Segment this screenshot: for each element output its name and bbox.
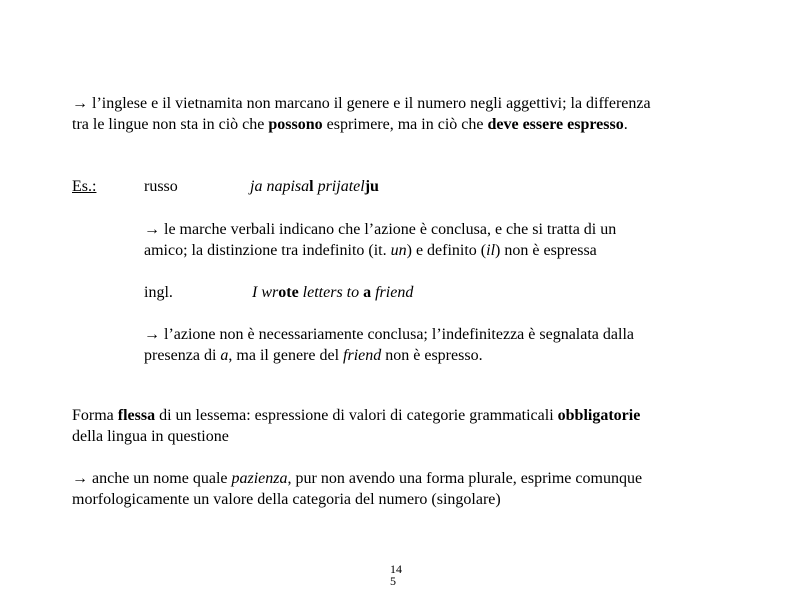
text: . <box>623 116 628 133</box>
page-number <box>390 563 402 587</box>
example-2-note-line-1: → l’azione non è necessariamente conclusa; l’indefinitezza è segnalata dalla <box>144 326 634 343</box>
example-language-russo: russo <box>144 178 178 195</box>
emphasis-obbligatorie: obbligatorie <box>557 407 641 424</box>
text: ) non è espressa <box>495 242 597 259</box>
text: di un lessema: espressione di valori di categorie grammaticali <box>155 407 558 424</box>
page-number-line-1: 14 <box>390 562 402 576</box>
italic-word: un <box>390 242 407 259</box>
bold-morpheme: ote <box>278 284 299 301</box>
example-1-note-line-1: → le marche verbali indicano che l’azione è conclusa, e che si tratta di un <box>144 221 617 238</box>
text: letters to <box>298 284 364 301</box>
example-sentence-english <box>252 282 413 303</box>
bold-morpheme: l <box>309 178 314 195</box>
paragraph-definition-line-2: della lingua in questione <box>72 428 229 445</box>
example-1-note-line-2 <box>144 240 597 261</box>
italic-word: il <box>486 242 496 259</box>
text: → l’inglese e il vietnamita non marcano il genere e il numero negli aggettivi; la differenza <box>72 95 651 112</box>
page-number-line-2: 5 <box>390 574 396 588</box>
italic-word: pazienza <box>231 470 288 487</box>
text: ) e definito ( <box>406 242 487 259</box>
paragraph-pazienza-line-1 <box>72 468 642 489</box>
text: , pur non avendo una forma plurale, esprime comunque <box>287 470 643 487</box>
text: presenza di <box>144 347 221 364</box>
example-language-ingl: ingl. <box>144 284 173 301</box>
emphasis-possono: possono <box>268 116 323 133</box>
text: tra le lingue non sta in ciò che <box>72 116 269 133</box>
text: non è espresso. <box>381 347 483 364</box>
italic-word: friend <box>343 347 382 364</box>
bold-morpheme: a <box>363 284 372 301</box>
emphasis-deve-essere-espresso: deve essere espresso <box>487 116 624 133</box>
text: prijatel <box>313 178 365 195</box>
example-2-note-line-2 <box>144 345 483 366</box>
text: friend <box>371 284 414 301</box>
text: I wr <box>252 284 279 301</box>
paragraph-intro-line-2 <box>72 114 628 135</box>
example-sentence-russian <box>250 176 379 197</box>
text: → anche un nome quale <box>72 470 232 487</box>
paragraph-intro-line-1 <box>72 93 651 114</box>
emphasis-flessa: flessa <box>117 407 156 424</box>
paragraph-pazienza-line-2: morfologicamente un valore della categoria del numero (singolare) <box>72 491 501 508</box>
italic-word: a <box>220 347 229 364</box>
bold-morpheme: ju <box>364 178 379 195</box>
text: pisa <box>282 178 310 195</box>
text: amico; la distinzione tra indefinito (it. <box>144 242 391 259</box>
text: ja na <box>250 178 283 195</box>
text: Forma <box>72 407 118 424</box>
example-label: Es.: <box>72 178 97 195</box>
text: , ma il genere del <box>228 347 344 364</box>
text: esprimere, ma in ciò che <box>322 116 488 133</box>
paragraph-definition-line-1 <box>72 405 640 426</box>
